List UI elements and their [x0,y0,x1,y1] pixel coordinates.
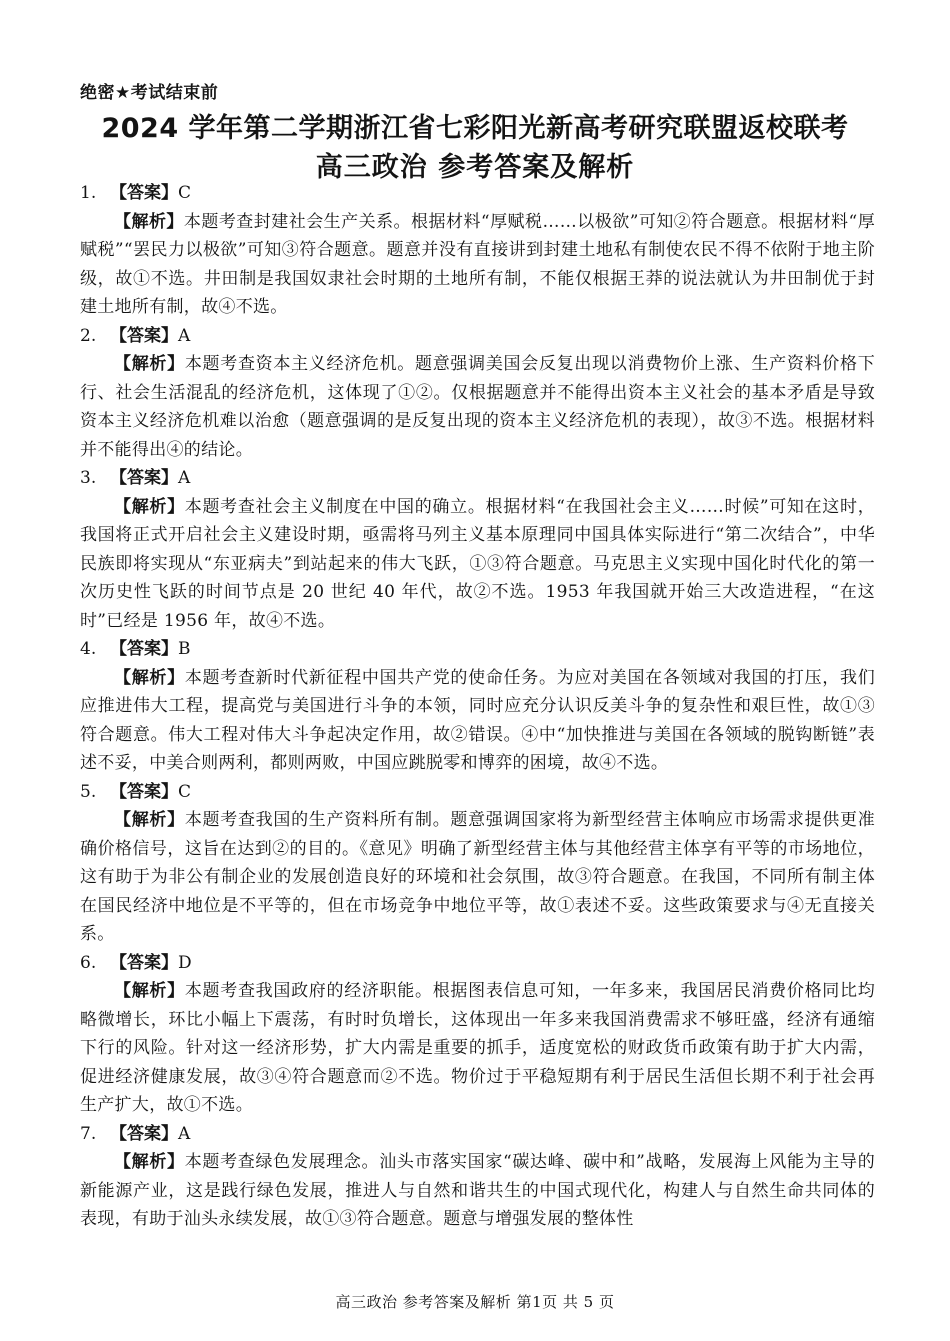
question-number: 4. [80,639,97,659]
answer-choice: A [178,1123,191,1144]
analysis-label: 【解析】 [114,981,185,1001]
question-4 [80,635,875,778]
analysis-text: 本题考查我国政府的经济职能。根据图表信息可知，一年多来，我国居民消费价格同比均略微增长，环比小幅上下震荡，有时时负增长，这体现出一年多来我国消费需求不够旺盛，经济有通缩下行的风险。针对这一经济形势，扩大内需是重要的抓手，适度宽松的财政货币政策有助于扩大内需，促进经济健康发展，故③④符合题意而②不选。物价过于平稳短期有利于居民生活但长期不利于社会再生产扩大，故①不选。 [80,981,875,1115]
answer-choice: A [178,325,191,346]
analysis-paragraph [80,493,875,636]
answer-label: 【答案】 [110,468,178,488]
analysis-paragraph [80,350,875,464]
answer-line [80,179,875,208]
answer-label: 【答案】 [110,639,178,659]
question-3 [80,464,875,635]
analysis-paragraph [80,664,875,778]
answer-line [80,635,875,664]
answer-choice: C [178,183,192,203]
document-title: 2024 学年第二学期浙江省七彩阳光新高考研究联盟返校联考 [101,113,849,144]
analysis-label: 【解析】 [114,810,185,830]
question-number: 5. [80,781,97,802]
answers-list [80,179,875,1234]
question-2 [80,322,875,465]
answer-choice: D [178,952,192,973]
analysis-text: 本题考查社会主义制度在中国的确立。根据材料“在我国社会主义……时候”可知在这时，我国将正式开启社会主义建设时期，亟需将马列主义基本原理同中国具体实际进行“第二次结合”，中华民族即将实现从“东亚病夫”到站起来的伟大飞跃，①③符合题意。马克思主义实现中国化时代化的第一次历史性飞跃的时间节点是 20 世纪 40 年代，故②不选。1953 年我国就开始三大改造进程，“在这时”已经是 1956 年，故④不选。 [80,496,875,631]
question-number: 6. [80,952,97,973]
document-subtitle: 高三政治 参考答案及解析 [315,152,635,183]
question-number: 7. [80,1123,97,1144]
question-5 [80,778,875,949]
analysis-paragraph [80,977,875,1120]
analysis-text: 本题考查我国的生产资料所有制。题意强调国家将为新型经营主体响应市场需求提供更准确价格信号，这旨在达到②的目的。《意见》明确了新型经营主体与其他经营主体享有平等的市场地位，这有助于为非公有制企业的发展创造良好的环境和社会氛围，故③符合题意。在我国，不同所有制主体在国民经济中地位是不平等的，但在市场竞争中地位平等，故①表述不妥。这些政策要求与④无直接关系。 [80,810,875,944]
analysis-text: 本题考查新时代新征程中国共产党的使命任务。为应对美国在各领域对我国的打压，我们应推进伟大工程，提高党与美国进行斗争的本领，同时应充分认识反美斗争的复杂性和艰巨性，故①③符合题意。伟大工程对伟大斗争起决定作用，故②错误。④中“加快推进与美国在各领域的脱钩断链”表述不妥，中美合则两利，都则两败，中国应跳脱零和博弈的困境，故④不选。 [80,667,875,773]
question-number: 3. [80,468,97,488]
answer-label: 【答案】 [110,952,178,973]
analysis-label: 【解析】 [114,1152,185,1172]
analysis-label: 【解析】 [114,496,185,517]
analysis-paragraph [80,806,875,949]
confidential-label: 绝密★考试结束前 [80,83,219,103]
answer-label: 【答案】 [110,183,178,203]
analysis-label: 【解析】 [114,354,185,374]
analysis-text: 本题考查绿色发展理念。汕头市落实国家“碳达峰、碳中和”战略，发展海上风能为主导的新能源产业，这是践行绿色发展，推进人与自然和谐共生的中国式现代化，构建人与自然生命共同体的表现，有助于汕头永续发展，故①③符合题意。题意与增强发展的整体性 [80,1152,875,1229]
question-number: 2. [80,325,97,346]
answer-line [80,778,875,807]
analysis-text: 本题考查资本主义经济危机。题意强调美国会反复出现以消费物价上涨、生产资料价格下行、社会生活混乱的经济危机，这体现了①②。仅根据题意并不能得出资本主义社会的基本矛盾是导致资本主义经济危机难以治愈（题意强调的是反复出现的资本主义经济危机的表现），故③不选。根据材料并不能得出④的结论。 [80,354,875,460]
answer-choice: B [178,639,191,659]
answer-line [80,1120,875,1149]
answer-label: 【答案】 [110,781,178,802]
analysis-label: 【解析】 [114,211,184,232]
page-footer: 高三政治 参考答案及解析 第1页 共 5 页 [335,1293,615,1311]
question-6 [80,949,875,1120]
answer-line [80,322,875,351]
question-7 [80,1120,875,1234]
analysis-text: 本题考查封建社会生产关系。根据材料“厚赋税……以极欲”可知②符合题意。根据材料“厚赋税”“罢民力以极欲”可知③符合题意。题意并没有直接讲到封建土地私有制使农民不得不依附于地主阶级，故①不选。井田制是我国奴隶社会时期的土地所有制，不能仅根据王莽的说法就认为井田制优于封建土地所有制，故④不选。 [80,211,875,317]
analysis-paragraph [80,1148,875,1234]
answer-choice: A [178,468,191,488]
answer-line [80,949,875,978]
answer-choice: C [178,781,192,802]
analysis-paragraph [80,208,875,322]
answer-line [80,464,875,493]
question-number: 1. [80,183,97,203]
answer-label: 【答案】 [110,1123,178,1144]
analysis-label: 【解析】 [114,667,185,688]
answer-label: 【答案】 [110,325,178,346]
question-1 [80,179,875,322]
